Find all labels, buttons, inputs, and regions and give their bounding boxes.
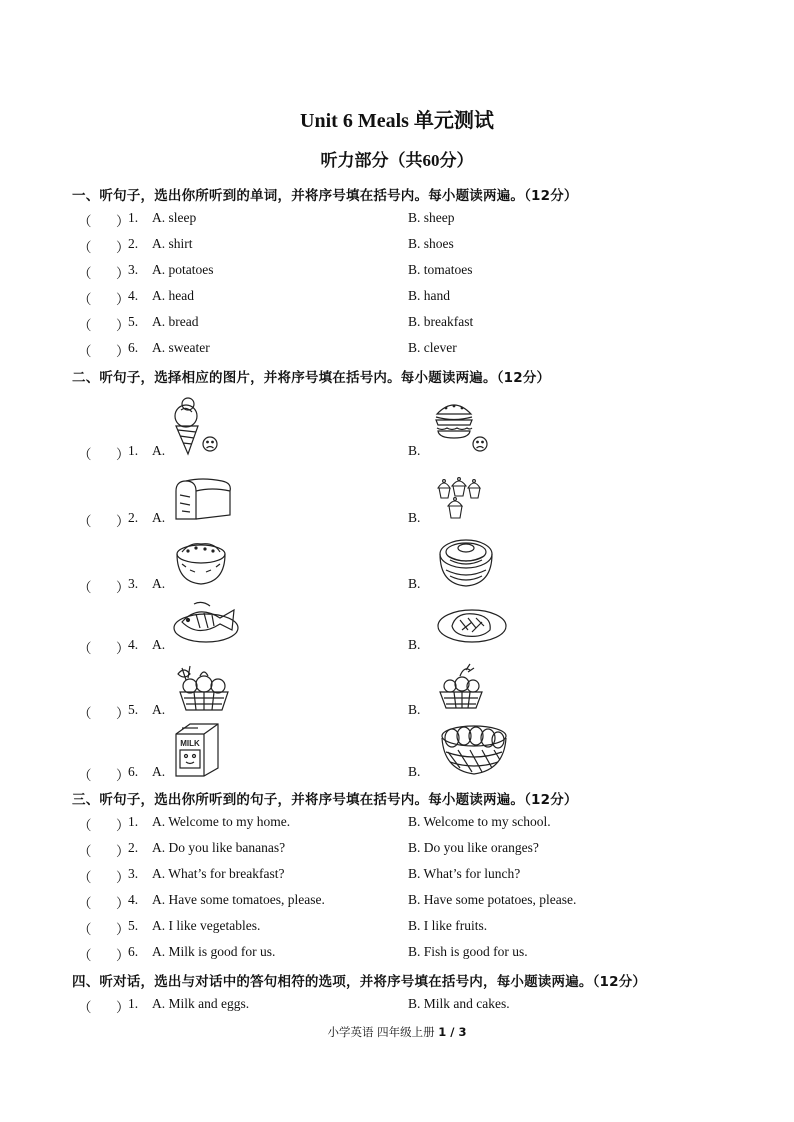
answer-paren-close: ） bbox=[116, 1000, 130, 1015]
option-a: A. bbox=[152, 637, 166, 652]
footer-text: 小学英语 四年级上册 bbox=[327, 1025, 435, 1039]
fruit-basket-picture[interactable] bbox=[436, 664, 486, 712]
s3-question-5 bbox=[72, 918, 732, 938]
section-4-heading: 四、听对话，选出与对话中的答句相符的选项，并将序号填在括号内，每小题读两遍。（12分） bbox=[72, 974, 647, 990]
answer-paren-close: ） bbox=[116, 240, 130, 255]
option-b: B. tomatoes bbox=[408, 262, 473, 277]
answer-paren-close: ） bbox=[116, 768, 130, 783]
answer-paren-open[interactable]: （ bbox=[78, 948, 92, 963]
answer-paren-open[interactable]: （ bbox=[78, 922, 92, 937]
option-a: A. bbox=[152, 702, 166, 717]
answer-paren-open[interactable]: （ bbox=[78, 214, 92, 229]
option-a: A. sleep bbox=[152, 210, 197, 225]
milk-carton-picture[interactable] bbox=[172, 722, 222, 778]
s1-question-2 bbox=[72, 236, 732, 256]
answer-paren-open[interactable]: （ bbox=[78, 768, 92, 783]
option-b: B. Have some potatoes, please. bbox=[408, 892, 577, 907]
question-number: 6. bbox=[128, 764, 139, 779]
s3-question-1 bbox=[72, 814, 732, 834]
option-a: A. Welcome to my home. bbox=[152, 814, 291, 829]
s3-question-3 bbox=[72, 866, 732, 886]
page-number: 1 / 3 bbox=[438, 1025, 467, 1039]
question-number: 4. bbox=[128, 637, 139, 652]
option-a: A. Milk and eggs. bbox=[152, 996, 250, 1011]
s1-question-4 bbox=[72, 288, 732, 308]
question-number: 5. bbox=[128, 314, 139, 329]
s3-question-2 bbox=[72, 840, 732, 860]
question-number: 6. bbox=[128, 944, 139, 959]
ice-cream-sad-face-picture[interactable] bbox=[166, 396, 226, 458]
question-number: 1. bbox=[128, 814, 139, 829]
answer-paren-close: ） bbox=[116, 922, 130, 937]
answer-paren-close: ） bbox=[116, 344, 130, 359]
option-a: A. bbox=[152, 576, 166, 591]
fish-plate-picture[interactable] bbox=[172, 600, 246, 644]
rice-bowl-picture[interactable] bbox=[172, 540, 230, 588]
question-number: 3. bbox=[128, 262, 139, 277]
s2-question-3 bbox=[72, 576, 732, 596]
answer-paren-close: ） bbox=[116, 214, 130, 229]
option-b: B. shoes bbox=[408, 236, 454, 251]
question-number: 2. bbox=[128, 840, 139, 855]
answer-paren-open[interactable]: （ bbox=[78, 818, 92, 833]
question-number: 4. bbox=[128, 892, 139, 907]
s1-question-6 bbox=[72, 340, 732, 360]
noodle-bowl-picture[interactable] bbox=[436, 536, 496, 588]
option-b: B. bbox=[408, 510, 421, 525]
option-b: B. Fish is good for us. bbox=[408, 944, 528, 959]
option-a: A. bbox=[152, 764, 166, 779]
s3-question-6 bbox=[72, 944, 732, 964]
answer-paren-open[interactable]: （ bbox=[78, 292, 92, 307]
milk-label: MILK bbox=[180, 739, 200, 748]
option-a: A. What’s for breakfast? bbox=[152, 866, 285, 881]
question-number: 2. bbox=[128, 236, 139, 251]
answer-paren-close: ） bbox=[116, 580, 130, 595]
cupcakes-picture[interactable] bbox=[434, 476, 484, 524]
answer-paren-close: ） bbox=[116, 706, 130, 721]
option-b: B. bbox=[408, 443, 421, 458]
option-b: B. sheep bbox=[408, 210, 455, 225]
option-a: A. sweater bbox=[152, 340, 210, 355]
option-a: A. Milk is good for us. bbox=[152, 944, 276, 959]
answer-paren-close: ） bbox=[116, 948, 130, 963]
option-b: B. bbox=[408, 576, 421, 591]
answer-paren-open[interactable]: （ bbox=[78, 447, 92, 462]
option-b: B. Milk and cakes. bbox=[408, 996, 510, 1011]
bread-loaf-picture[interactable] bbox=[172, 477, 234, 525]
option-b: B. Do you like oranges? bbox=[408, 840, 539, 855]
s3-question-4 bbox=[72, 892, 732, 912]
option-a: A. Have some tomatoes, please. bbox=[152, 892, 325, 907]
option-a: A. bbox=[152, 443, 166, 458]
option-a: A. head bbox=[152, 288, 194, 303]
vegetable-basket-picture[interactable] bbox=[172, 664, 236, 714]
option-b: B. bbox=[408, 702, 421, 717]
s1-question-3 bbox=[72, 262, 732, 282]
hamburger-sad-face-picture[interactable] bbox=[434, 400, 498, 458]
s4-question-1 bbox=[72, 996, 732, 1016]
section-1-heading: 一、听句子，选出你所听到的单词，并将序号填在括号内。每小题读两遍。（12分） bbox=[72, 188, 578, 204]
answer-paren-open[interactable]: （ bbox=[78, 844, 92, 859]
meat-plate-picture[interactable] bbox=[436, 604, 510, 646]
question-number: 5. bbox=[128, 702, 139, 717]
answer-paren-open[interactable]: （ bbox=[78, 514, 92, 529]
answer-paren-open[interactable]: （ bbox=[78, 706, 92, 721]
question-number: 4. bbox=[128, 288, 139, 303]
answer-paren-open[interactable]: （ bbox=[78, 318, 92, 333]
answer-paren-open[interactable]: （ bbox=[78, 240, 92, 255]
option-b: B. clever bbox=[408, 340, 457, 355]
option-a: A. potatoes bbox=[152, 262, 214, 277]
answer-paren-close: ） bbox=[116, 818, 130, 833]
section-2-heading: 二、听句子，选择相应的图片，并将序号填在括号内。每小题读两遍。（12分） bbox=[72, 370, 551, 386]
page-title: Unit 6 Meals 单元测试 bbox=[300, 110, 494, 132]
question-number: 1. bbox=[128, 210, 139, 225]
answer-paren-open[interactable]: （ bbox=[78, 344, 92, 359]
egg-basket-picture[interactable] bbox=[438, 722, 510, 776]
answer-paren-close: ） bbox=[116, 870, 130, 885]
question-number: 5. bbox=[128, 918, 139, 933]
answer-paren-open[interactable]: （ bbox=[78, 1000, 92, 1015]
answer-paren-open[interactable]: （ bbox=[78, 266, 92, 281]
option-a: A. shirt bbox=[152, 236, 193, 251]
page-subtitle: 听力部分（共60分） bbox=[320, 151, 474, 170]
question-number: 6. bbox=[128, 340, 139, 355]
page-footer bbox=[0, 1024, 794, 1040]
answer-paren-close: ） bbox=[116, 318, 130, 333]
answer-paren-open[interactable]: （ bbox=[78, 870, 92, 885]
option-b: B. I like fruits. bbox=[408, 918, 488, 933]
s2-question-4 bbox=[72, 637, 732, 657]
question-number: 2. bbox=[128, 510, 139, 525]
answer-paren-close: ） bbox=[116, 844, 130, 859]
answer-paren-close: ） bbox=[116, 896, 130, 911]
option-b: B. What’s for lunch? bbox=[408, 866, 521, 881]
option-a: A. bread bbox=[152, 314, 199, 329]
question-number: 3. bbox=[128, 866, 139, 881]
answer-paren-close: ） bbox=[116, 641, 130, 656]
option-a: A. Do you like bananas? bbox=[152, 840, 286, 855]
option-b: B. bbox=[408, 637, 421, 652]
s1-question-1 bbox=[72, 210, 732, 230]
s2-question-6 bbox=[72, 764, 732, 784]
option-a: A. I like vegetables. bbox=[152, 918, 261, 933]
answer-paren-open[interactable]: （ bbox=[78, 896, 92, 911]
option-b: B. hand bbox=[408, 288, 450, 303]
s2-question-2 bbox=[72, 510, 732, 530]
option-b: B. bbox=[408, 764, 421, 779]
answer-paren-close: ） bbox=[116, 266, 130, 281]
question-number: 3. bbox=[128, 576, 139, 591]
option-b: B. Welcome to my school. bbox=[408, 814, 551, 829]
option-b: B. breakfast bbox=[408, 314, 474, 329]
question-number: 1. bbox=[128, 996, 139, 1011]
answer-paren-close: ） bbox=[116, 292, 130, 307]
answer-paren-open[interactable]: （ bbox=[78, 580, 92, 595]
question-number: 1. bbox=[128, 443, 139, 458]
answer-paren-close: ） bbox=[116, 514, 130, 529]
s2-question-5 bbox=[72, 702, 732, 722]
section-3-heading: 三、听句子，选出你所听到的句子，并将序号填在括号内。每小题读两遍。（12分） bbox=[72, 792, 578, 808]
answer-paren-close: ） bbox=[116, 447, 130, 462]
s1-question-5 bbox=[72, 314, 732, 334]
option-a: A. bbox=[152, 510, 166, 525]
answer-paren-open[interactable]: （ bbox=[78, 641, 92, 656]
